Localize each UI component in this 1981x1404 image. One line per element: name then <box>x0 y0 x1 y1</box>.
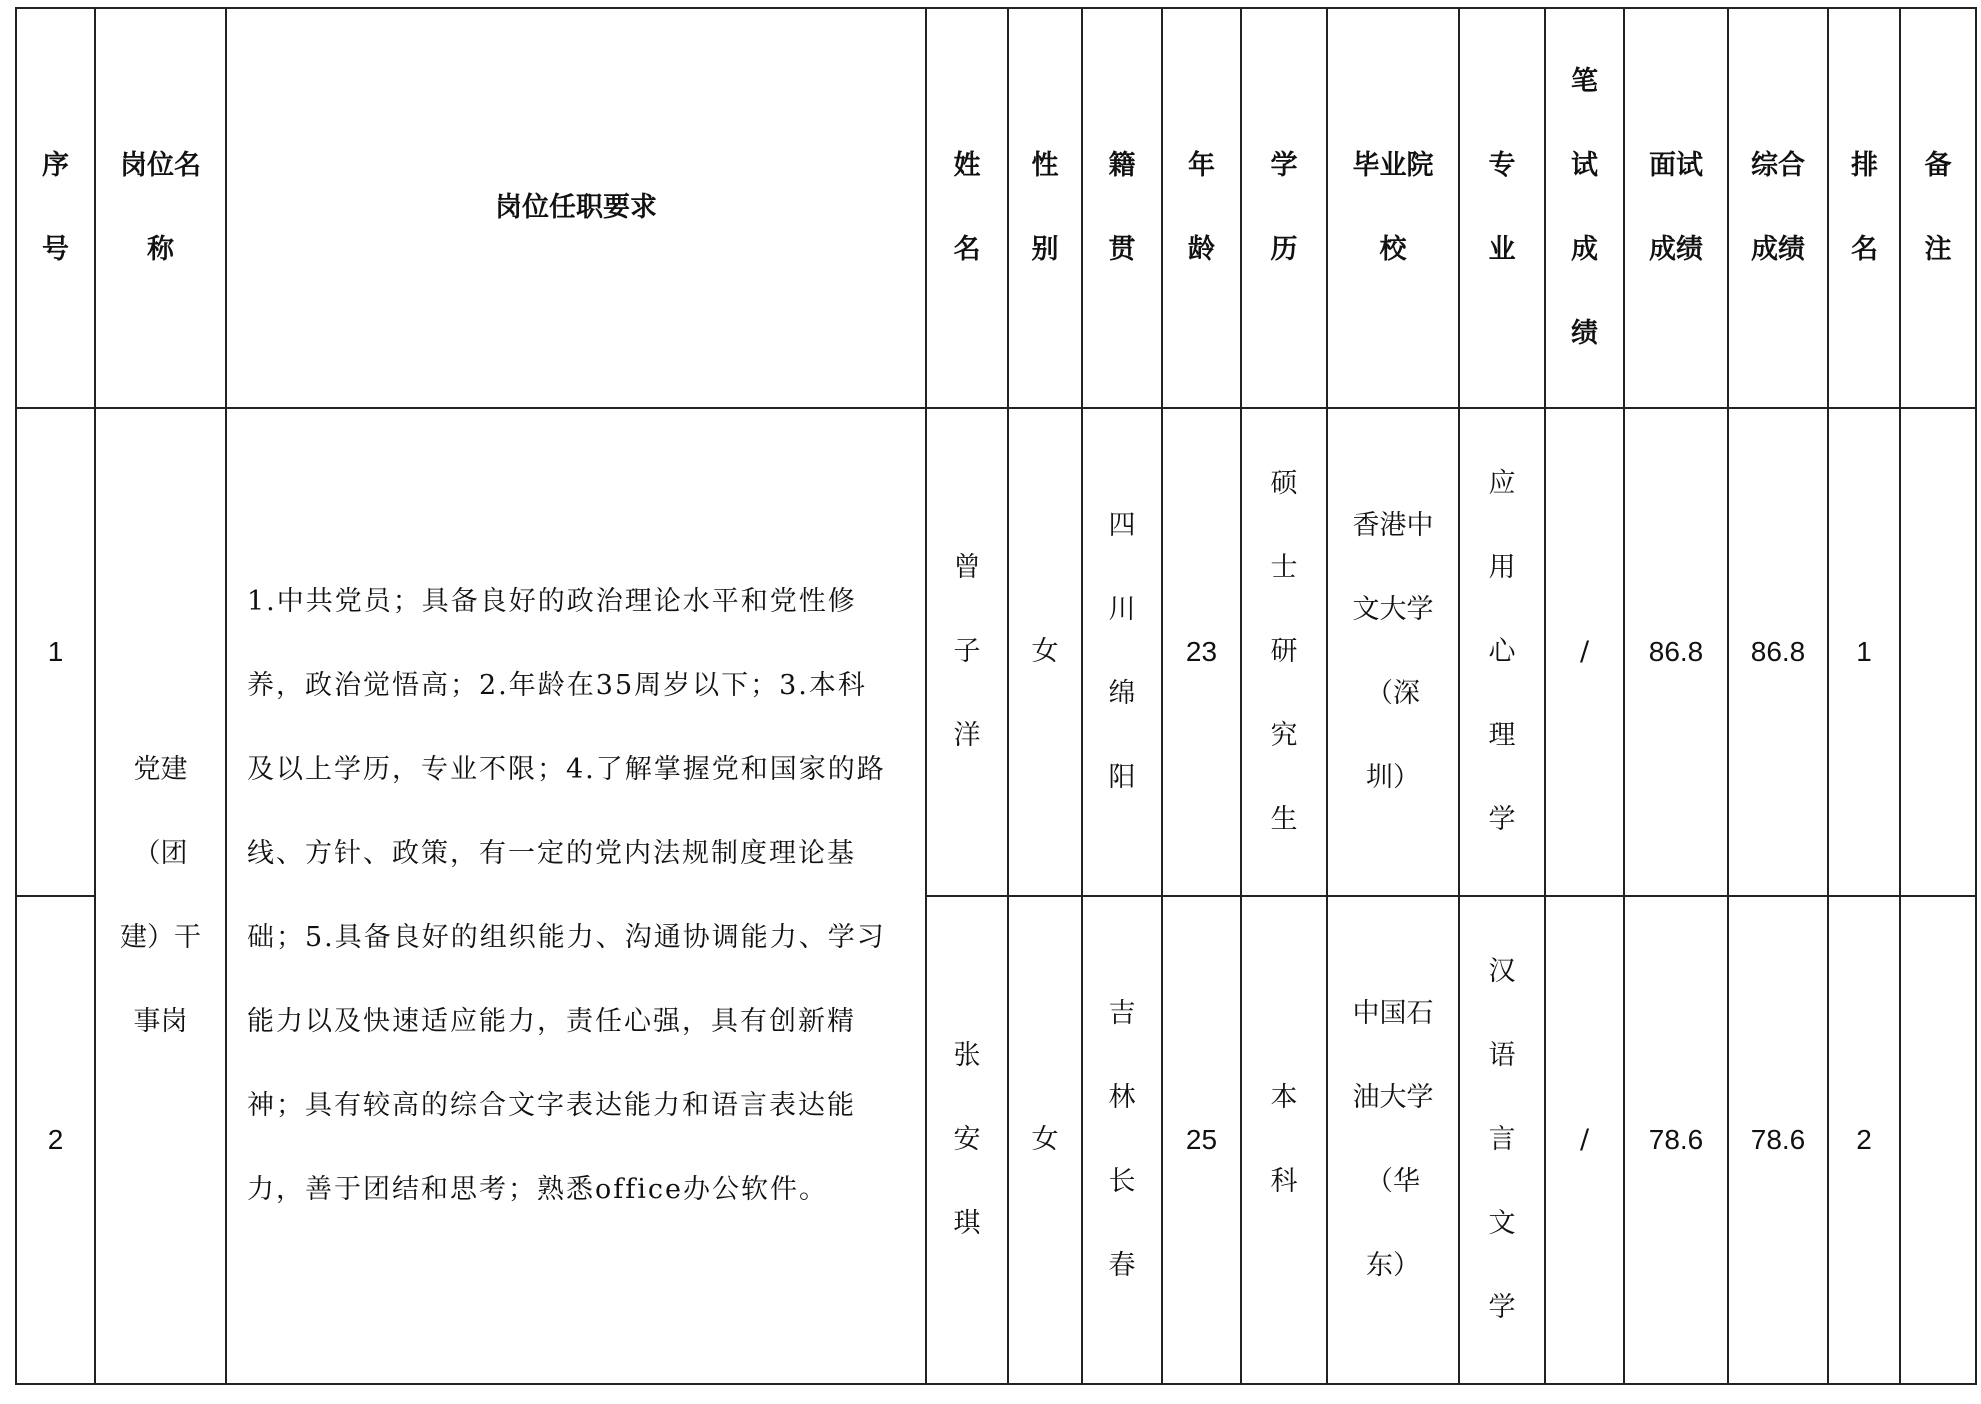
header-school: 毕业院校 <box>1327 8 1459 408</box>
requirements-cell: 1.中共党员；具备良好的政治理论水平和党性修养，政治觉悟高；2.年龄在35周岁以下；3.本科及以上学历，专业不限；4.了解掌握党和国家的路线、方针、政策，有一定的党内法规制度理论基础；5.具备良好的组织能力、沟通协调能力、学习能力以及快速适应能力，责任心强，具有创新精神；具有较高的综合文字表达能力和语言表达能力，善于团结和思考；熟悉office办公软件。 <box>226 408 926 1384</box>
header-origin: 籍贯 <box>1082 8 1162 408</box>
school-cell: 中国石油大学（华东） <box>1327 896 1459 1384</box>
header-name: 姓名 <box>926 8 1008 408</box>
header-remark: 备注 <box>1900 8 1976 408</box>
education-cell: 硕士研究生 <box>1241 408 1327 896</box>
header-gender: 性别 <box>1008 8 1082 408</box>
written-score-cell: / <box>1545 896 1624 1384</box>
header-requirements: 岗位任职要求 <box>226 8 926 408</box>
total-score-cell: 86.8 <box>1728 408 1828 896</box>
written-score-cell: / <box>1545 408 1624 896</box>
school-cell: 香港中文大学（深圳） <box>1327 408 1459 896</box>
major-cell: 应用心理学 <box>1459 408 1545 896</box>
header-education: 学历 <box>1241 8 1327 408</box>
interview-score-cell: 86.8 <box>1624 408 1728 896</box>
header-written: 笔试成绩 <box>1545 8 1624 408</box>
seq-cell: 2 <box>16 896 95 1384</box>
total-score-cell: 78.6 <box>1728 896 1828 1384</box>
header-seq: 序号 <box>16 8 95 408</box>
header-total: 综合成绩 <box>1728 8 1828 408</box>
results-table <box>15 7 1977 1385</box>
education-cell: 本科 <box>1241 896 1327 1384</box>
header-rank: 排名 <box>1828 8 1900 408</box>
post-name-cell: 党建（团建）干事岗 <box>95 408 226 1384</box>
rank-cell: 2 <box>1828 896 1900 1384</box>
table-row <box>16 408 1976 896</box>
major-cell: 汉语言文学 <box>1459 896 1545 1384</box>
rank-cell: 1 <box>1828 408 1900 896</box>
name-cell: 曾子洋 <box>926 408 1008 896</box>
remark-cell <box>1900 408 1976 896</box>
origin-cell: 四川绵阳 <box>1082 408 1162 896</box>
remark-cell <box>1900 896 1976 1384</box>
age-cell: 25 <box>1162 896 1241 1384</box>
interview-score-cell: 78.6 <box>1624 896 1728 1384</box>
header-row <box>16 8 1976 408</box>
header-major: 专业 <box>1459 8 1545 408</box>
results-table-container <box>15 7 1977 1385</box>
header-post: 岗位名称 <box>95 8 226 408</box>
gender-cell: 女 <box>1008 408 1082 896</box>
gender-cell: 女 <box>1008 896 1082 1384</box>
name-cell: 张安琪 <box>926 896 1008 1384</box>
origin-cell: 吉林长春 <box>1082 896 1162 1384</box>
age-cell: 23 <box>1162 408 1241 896</box>
header-age: 年龄 <box>1162 8 1241 408</box>
header-interview: 面试成绩 <box>1624 8 1728 408</box>
seq-cell: 1 <box>16 408 95 896</box>
